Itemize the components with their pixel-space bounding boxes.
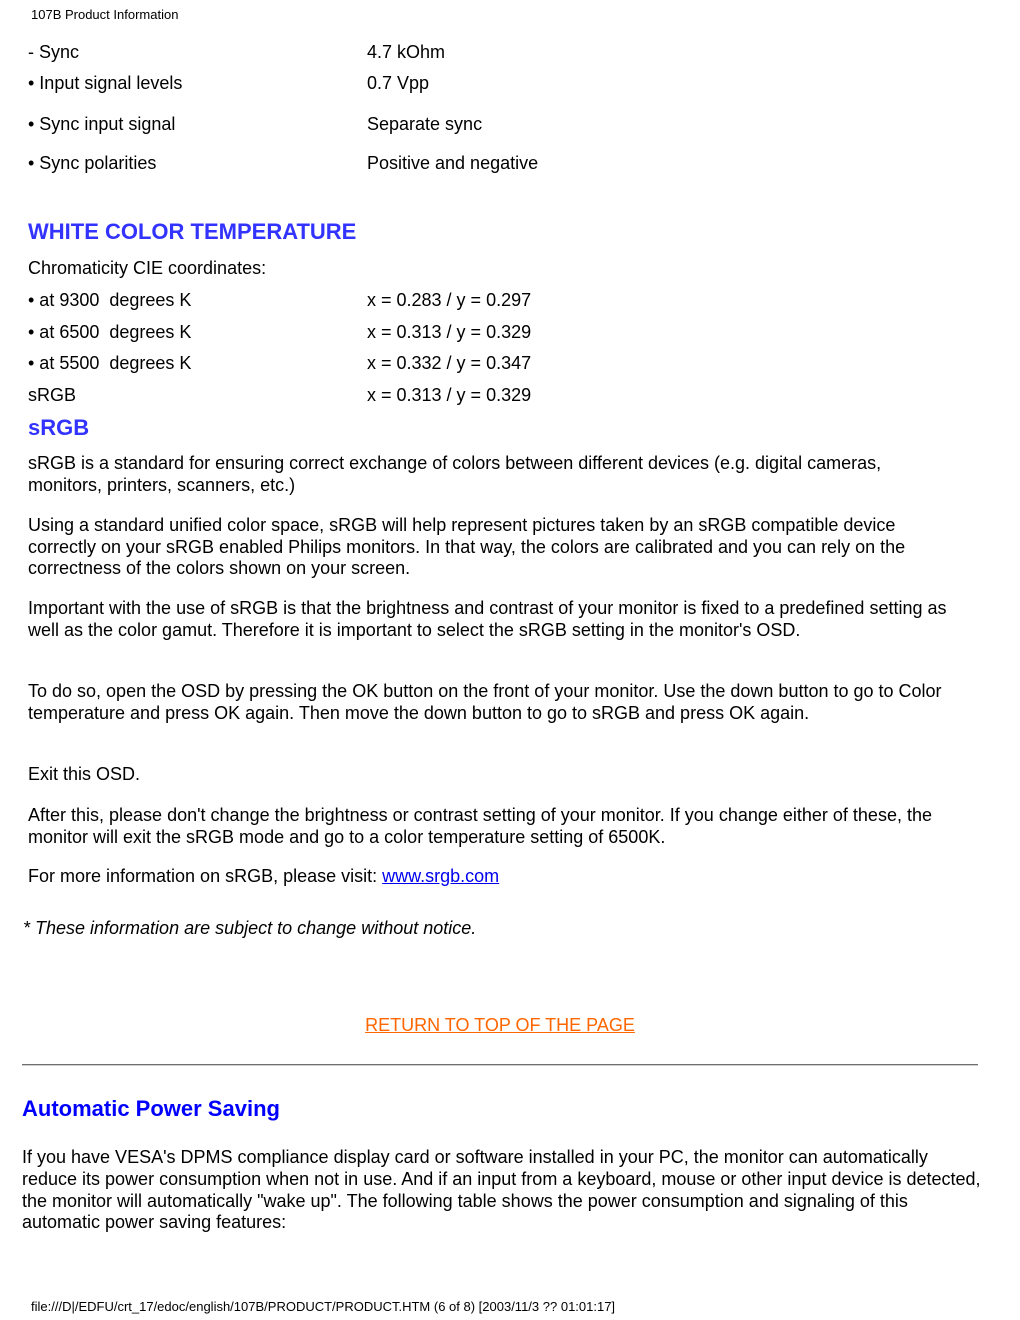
srgb-paragraph-after-this: After this, please don't change the brightness or contrast setting of your monitor. If you change either of these, the monitor will exit the sRGB mode and go to a color temperature setting of 6500K. (28, 805, 932, 847)
section-heading-automatic-power-saving: Automatic Power Saving (22, 1096, 280, 1121)
return-to-top-link[interactable]: RETURN TO TOP OF THE PAGE (365, 1015, 635, 1035)
srgb-paragraph-important: Important with the use of sRGB is that the brightness and contrast of your monitor is fixed to a predefined setting as well as the color gamut. Therefore it is important to select the sRGB setting in the monitor's OSD. (28, 598, 947, 640)
srgb-paragraph-osd-instructions: To do so, open the OSD by pressing the OK button on the front of your monitor. Use the down button to go to Color temperature and press OK again. Then move the down button to go to sRGB and press OK again. (28, 681, 942, 723)
srgb-more-info (28, 866, 958, 888)
horizontal-divider (22, 1064, 978, 1066)
spec-value: Separate sync (367, 114, 483, 134)
cie-value: x = 0.313 / y = 0.329 (367, 385, 532, 405)
change-notice: * These information are subject to change without notice. (23, 918, 477, 938)
section-heading-white-color-temperature: WHITE COLOR TEMPERATURE (28, 219, 357, 244)
spec-label: - Sync (28, 42, 80, 62)
page-header-title: 107B Product Information (31, 7, 179, 22)
chromaticity-intro: Chromaticity CIE coordinates: (28, 258, 267, 278)
srgb-paragraph-definition: sRGB is a standard for ensuring correct exchange of colors between different devices (e.g. digital cameras, monitors, printers, scanners, etc.) (28, 453, 882, 495)
power-saving-paragraph: If you have VESA's DPMS compliance display card or software installed in your PC, the monitor can automatically reduce its power consumption when not in use. And if an input from a keyboard, mouse or other input device is detected, the monitor will automatically "wake up". The following table shows the power consumption and signaling of this automatic power saving features: (22, 1147, 981, 1233)
srgb-paragraph-exit-osd: Exit this OSD. (28, 764, 141, 784)
spec-label: • Sync polarities (28, 153, 157, 173)
cie-value: x = 0.283 / y = 0.297 (367, 290, 532, 310)
cie-value: x = 0.313 / y = 0.329 (367, 322, 532, 342)
spec-value: 4.7 kOhm (367, 42, 446, 62)
cie-label: sRGB (28, 385, 77, 405)
section-heading-srgb: sRGB (28, 415, 90, 440)
cie-label: • at 9300 degrees K (28, 290, 192, 310)
spec-label: • Sync input signal (28, 114, 176, 134)
srgb-paragraph-color-space: Using a standard unified color space, sRGB will help represent pictures taken by an sRGB compatible device correctly on your sRGB enabled Philips monitors. In that way, the colors are calibrated and you can rely on the correctness of the colors shown on your screen. (28, 515, 906, 578)
spec-value: Positive and negative (367, 153, 539, 173)
spec-label: • Input signal levels (28, 73, 183, 93)
cie-label: • at 6500 degrees K (28, 322, 192, 342)
srgb-more-info-text: For more information on sRGB, please visit: (28, 866, 383, 886)
srgb-website-link[interactable]: www.srgb.com (382, 866, 500, 886)
return-to-top-container (0, 1014, 1000, 1036)
cie-label: • at 5500 degrees K (28, 353, 192, 373)
cie-value: x = 0.332 / y = 0.347 (367, 353, 532, 373)
spec-value: 0.7 Vpp (367, 73, 430, 93)
page-footer-path: file:///D|/EDFU/crt_17/edoc/english/107B/PRODUCT/PRODUCT.HTM (6 of 8) [2003/11/3 ?? 01:01:17] (31, 1299, 616, 1314)
